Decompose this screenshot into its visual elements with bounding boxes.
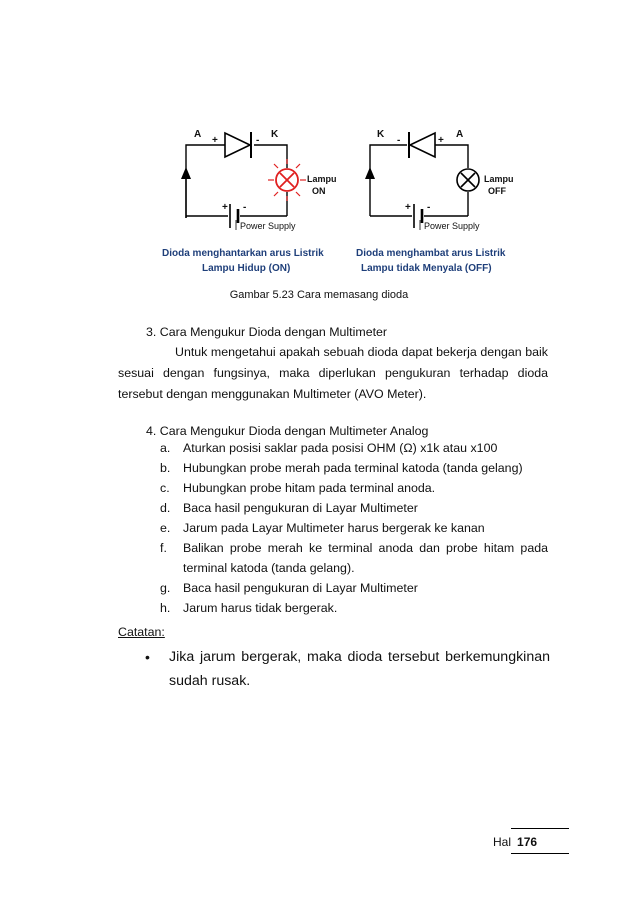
step-text: Aturkan posisi saklar pada posisi OHM (Ω) x1k atau x100 (183, 441, 498, 455)
label-plus-left: + (212, 135, 218, 146)
step-letter: e. (160, 521, 171, 535)
step-text: Baca hasil pengukuran di Layar Multimeter (183, 501, 418, 515)
list-item (160, 518, 548, 538)
step-letter: d. (160, 501, 171, 515)
forward-bias-circuit (186, 145, 287, 228)
step-text: Hubungkan probe hitam pada terminal anoda. (183, 481, 436, 495)
lamp-label-left-2: ON (312, 186, 326, 196)
step-letter: h. (160, 601, 171, 615)
ps-plus-left: + (222, 202, 228, 213)
lamp-label-right-2: OFF (488, 186, 506, 196)
wire-left-right (254, 145, 287, 168)
diode-circuit-figure (150, 118, 514, 283)
right-caption-line2: Lampu tidak Menyala (OFF) (361, 263, 492, 274)
list-item (160, 478, 548, 498)
step-letter: f. (160, 541, 167, 555)
step-text: Hubungkan probe merah pada terminal katoda (tanda gelang) (183, 461, 523, 475)
lamp-label-left-1: Lampu (307, 174, 337, 184)
footer-label: Hal (493, 835, 512, 849)
step-text: Baca hasil pengukuran di Layar Multimeter (183, 581, 418, 595)
list-item (160, 538, 548, 578)
step-letter: a. (160, 441, 171, 455)
page-number: 176 (517, 835, 538, 849)
step-letter: g. (160, 581, 171, 595)
lamp-off-icon (457, 169, 479, 191)
ps-minus-right: - (427, 202, 431, 213)
ps-minus-left: - (243, 202, 247, 213)
step-letter: c. (160, 481, 170, 495)
list-item (160, 498, 548, 518)
reverse-bias-circuit (370, 145, 468, 228)
label-cathode-left: K (271, 129, 279, 140)
label-minus-left: - (256, 135, 260, 146)
ps-label-left: Power Supply (240, 221, 296, 231)
right-caption-line1: Dioda menghambat arus Listrik (356, 248, 506, 259)
current-arrow-icon (365, 167, 375, 179)
bullet-icon: • (145, 649, 150, 665)
notes-bullet-text: Jika jarum bergerak, maka dioda tersebut berkemungkinan sudah rusak. (169, 649, 550, 689)
footer-rule-bottom (511, 853, 569, 854)
figure-caption: Gambar 5.23 Cara memasang dioda (229, 289, 409, 301)
list-item (160, 598, 548, 618)
section-4-heading: 4. Cara Mengukur Dioda dengan Multimeter Analog (146, 424, 429, 438)
page-footer (493, 835, 537, 849)
ps-plus-right: + (405, 202, 411, 213)
section-3-paragraph (118, 342, 548, 405)
diode-reversed-icon (410, 133, 435, 157)
step-text: Balikan probe merah ke terminal anoda dan probe hitam pada terminal katoda (tanda gelang). (183, 541, 548, 575)
notes-bullet (145, 645, 550, 693)
step-text: Jarum pada Layar Multimeter harus bergerak ke kanan (183, 521, 485, 535)
wire-left-top (186, 145, 225, 218)
measurement-steps-list (160, 438, 548, 618)
list-item (160, 458, 548, 478)
section-3-heading: 3. Cara Mengukur Dioda dengan Multimeter (146, 325, 388, 339)
label-minus-right: - (397, 135, 401, 146)
left-caption-line2: Lampu Hidup (ON) (202, 263, 291, 274)
left-caption-line1: Dioda menghantarkan arus Listrik (162, 248, 324, 259)
label-anode-left: A (194, 129, 202, 140)
list-item (160, 578, 548, 598)
footer-rule-top (511, 828, 569, 829)
step-text: Jarum harus tidak bergerak. (183, 601, 338, 615)
current-arrow-icon (181, 167, 191, 179)
label-anode-right: A (456, 129, 464, 140)
label-cathode-right: K (377, 129, 385, 140)
label-plus-right: + (438, 135, 444, 146)
section-3-paragraph-text: Untuk mengetahui apakah sebuah dioda dapat bekerja dengan baik sesuai dengan fungsinya, maka diperlukan pengukuran terhadap dioda tersebut dengan menggunakan Multimeter (AVO Meter). (118, 345, 548, 401)
circuit-diagram (150, 118, 514, 283)
ps-label-right: Power Supply (424, 221, 480, 231)
notes-label: Catatan: (118, 625, 165, 639)
list-item (160, 438, 548, 458)
diode-icon (225, 133, 250, 157)
lamp-label-right-1: Lampu (484, 174, 514, 184)
step-letter: b. (160, 461, 171, 475)
